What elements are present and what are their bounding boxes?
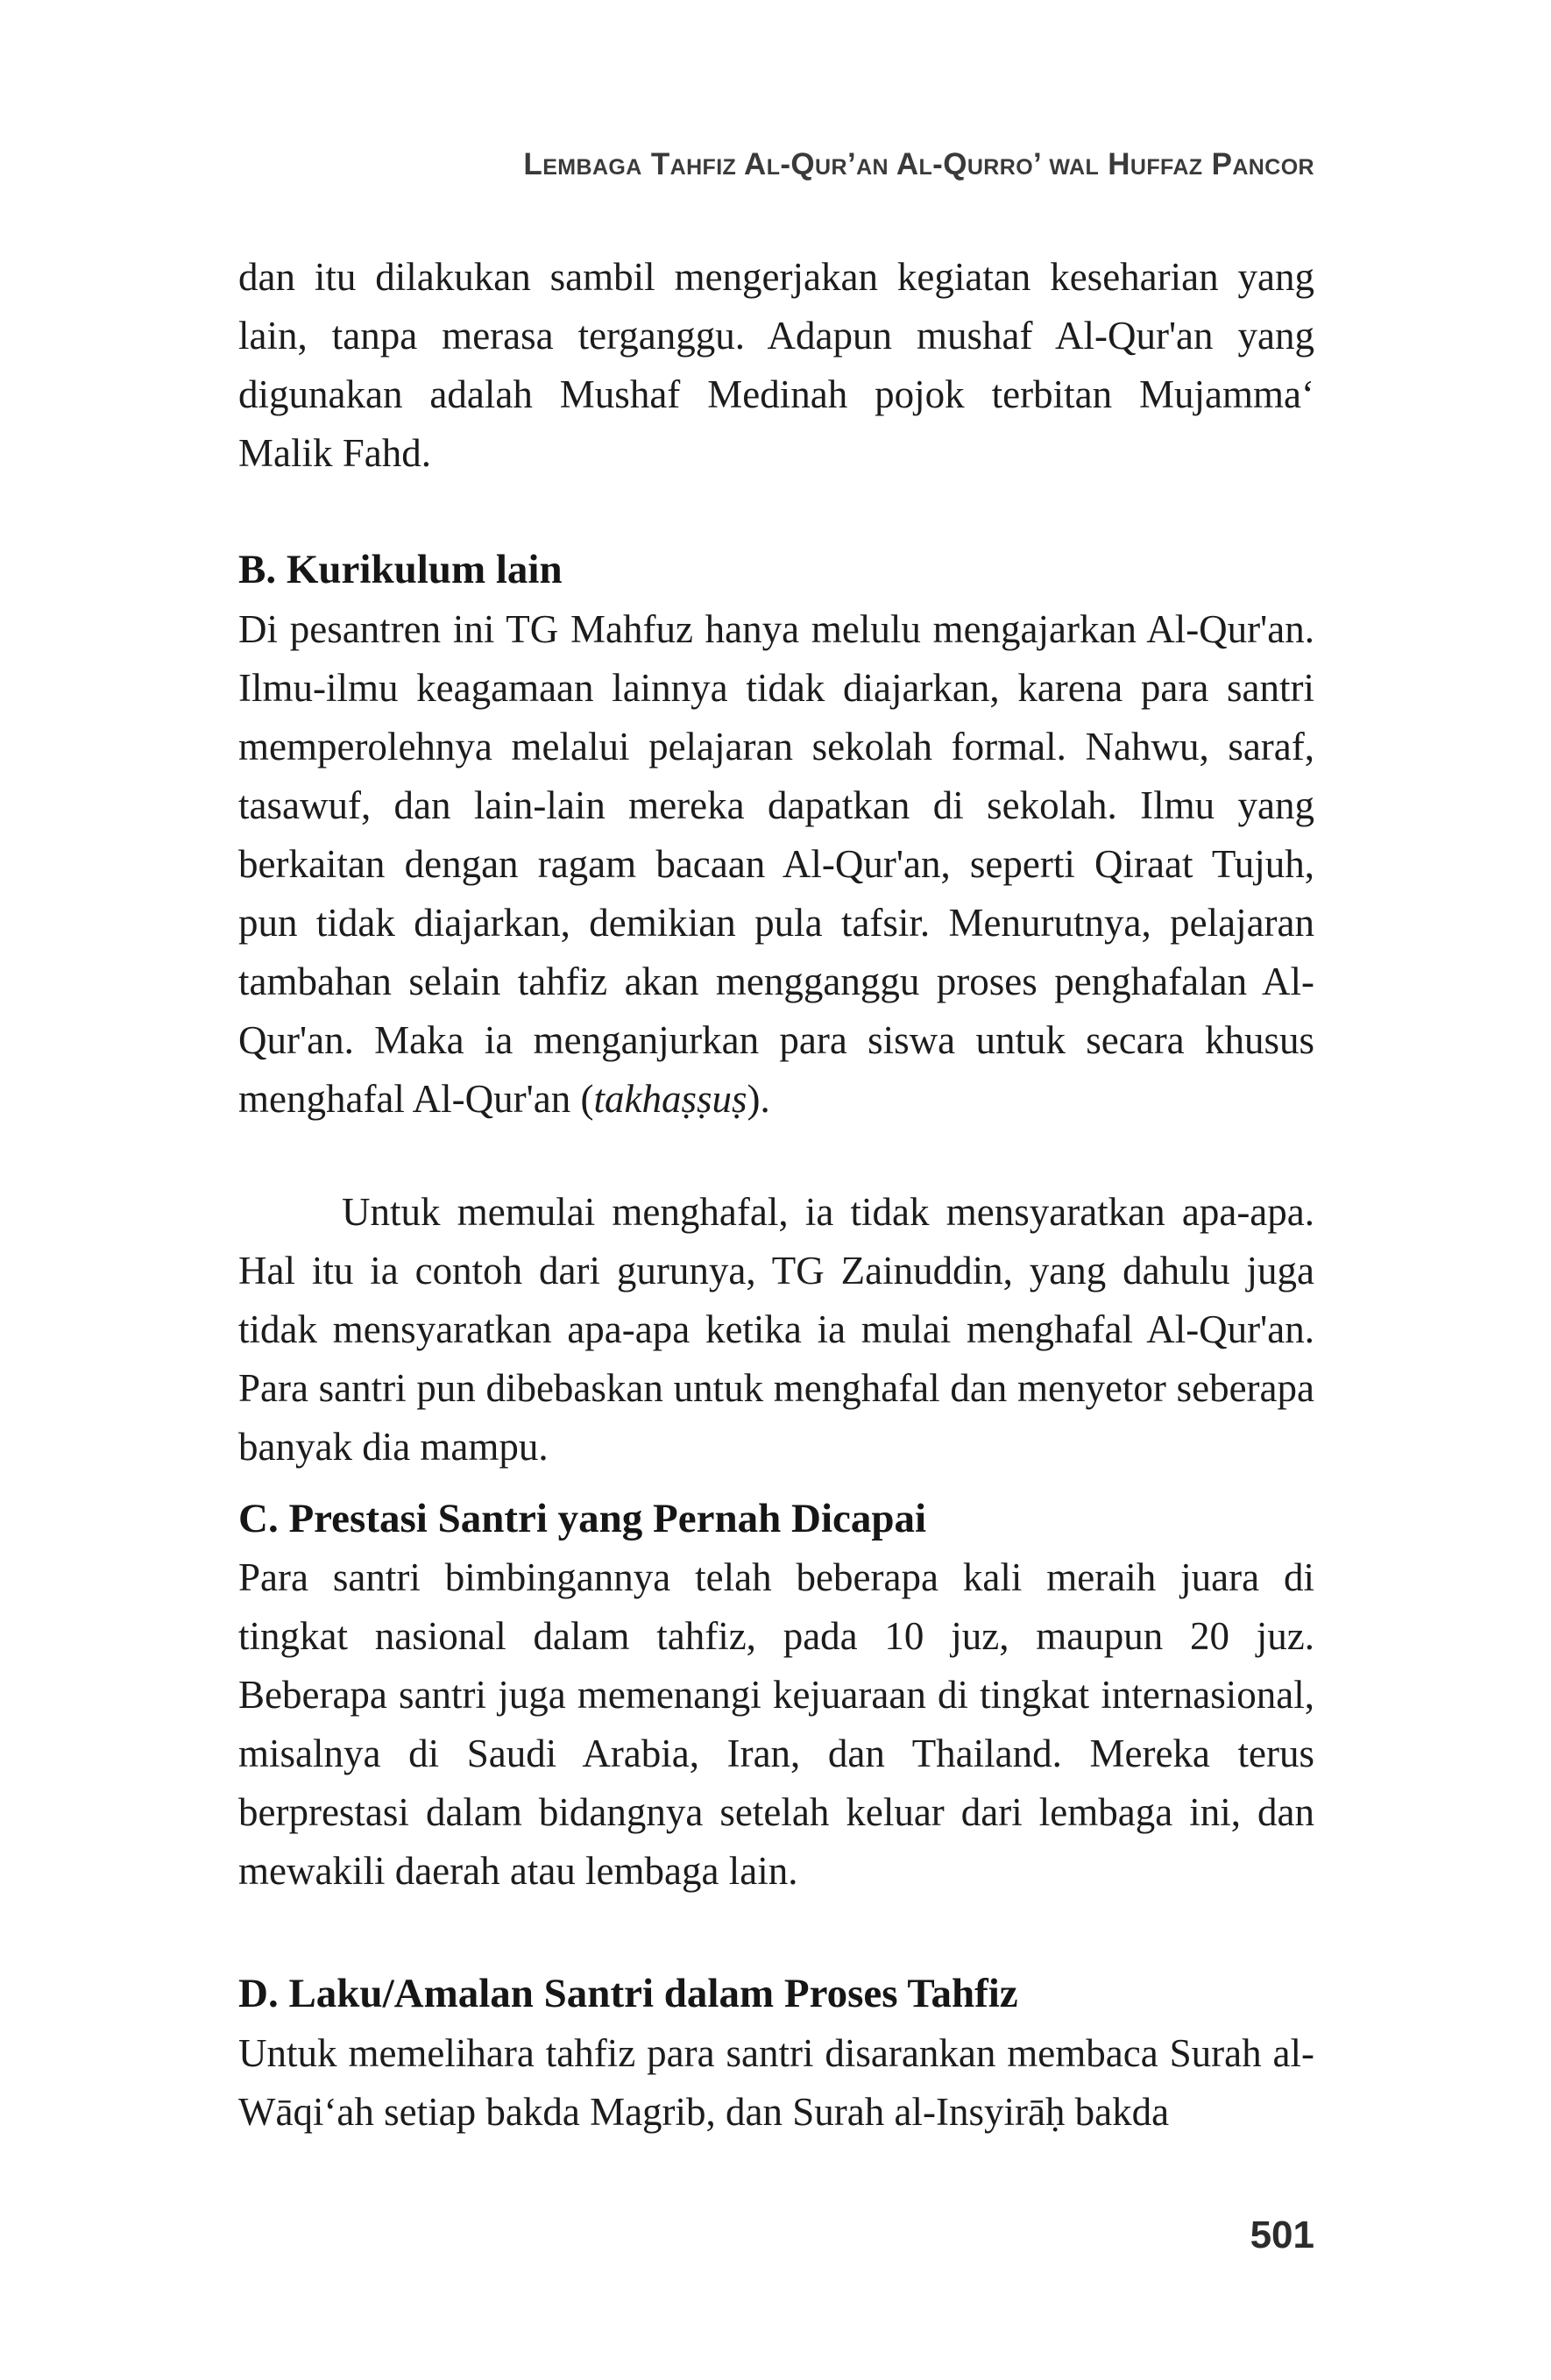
section-d-heading: D. Laku/Amalan Santri dalam Proses Tahfiz <box>238 1971 1018 2016</box>
section-b-heading: B. Kurikulum lain <box>238 547 563 592</box>
intro-paragraph: dan itu dilakukan sambil mengerjakan kegiatan keseharian yang lain, tanpa merasa terganggu. Adapun mushaf Al-Qur'an yang digunakan adalah Mushaf Medinah pojok terbitan Mujamma‘ Malik Fahd. <box>238 255 1314 475</box>
takhassus-term: takhaṣṣuṣ <box>593 1077 747 1121</box>
section-b-paragraph-2: Untuk memulai menghafal, ia tidak mensyaratkan apa-apa. Hal itu ia contoh dari gurunya, TG Zainuddin, yang dahulu juga tidak mensyaratkan apa-apa ketika ia mulai menghafal Al-Qur'an. Para santri pun dibebaskan untuk menghafal dan menyetor seberapa banyak dia mampu. <box>238 1190 1314 1469</box>
section-b-paragraph-1-text: Di pesantren ini TG Mahfuz hanya melulu mengajarkan Al-Qur'an. Ilmu-ilmu keagamaan lainnya tidak diajarkan, karena para santri memperolehnya melalui pelajaran sekolah formal. Nahwu, saraf, tasawuf, dan lain-lain mereka dapatkan di sekolah. Ilmu yang berkaitan dengan ragam bacaan Al-Qur'an, seperti Qiraat Tujuh, pun tidak diajarkan, demikian pula tafsir. Menurutnya, pelajaran tambahan selain tahfiz akan mengganggu proses penghafalan Al-Qur'an. Maka ia menganjurkan para siswa untuk secara khusus menghafal Al-Qur'an ( <box>238 607 1314 1121</box>
section-b-paragraph-1-end: ). <box>747 1077 770 1121</box>
page-number: 501 <box>1250 2214 1314 2256</box>
section-c-paragraph-1: Para santri bimbingannya telah beberapa kali meraih juara di tingkat nasional dalam tahfiz, pada 10 juz, maupun 20 juz. Beberapa santri juga memenangi kejuaraan di tingkat internasional, misalnya di Saudi Arabia, Iran, dan Thailand. Mereka terus berprestasi dalam bidangnya setelah keluar dari lembaga ini, dan mewakili daerah atau lembaga lain. <box>238 1555 1314 1893</box>
running-head: Lembaga Tahfiz Al-Qur’an Al-Qurro’ wal Huffaz Pancor <box>523 147 1314 181</box>
section-d-paragraph-1: Untuk memelihara tahfiz para santri disarankan membaca Surah al-Wāqi‘ah setiap bakda Magrib, dan Surah al-Insyirāḥ bakda <box>238 2031 1314 2134</box>
section-b-paragraph-1 <box>238 600 1314 1129</box>
section-c-heading: C. Prestasi Santri yang Pernah Dicapai <box>238 1496 927 1541</box>
